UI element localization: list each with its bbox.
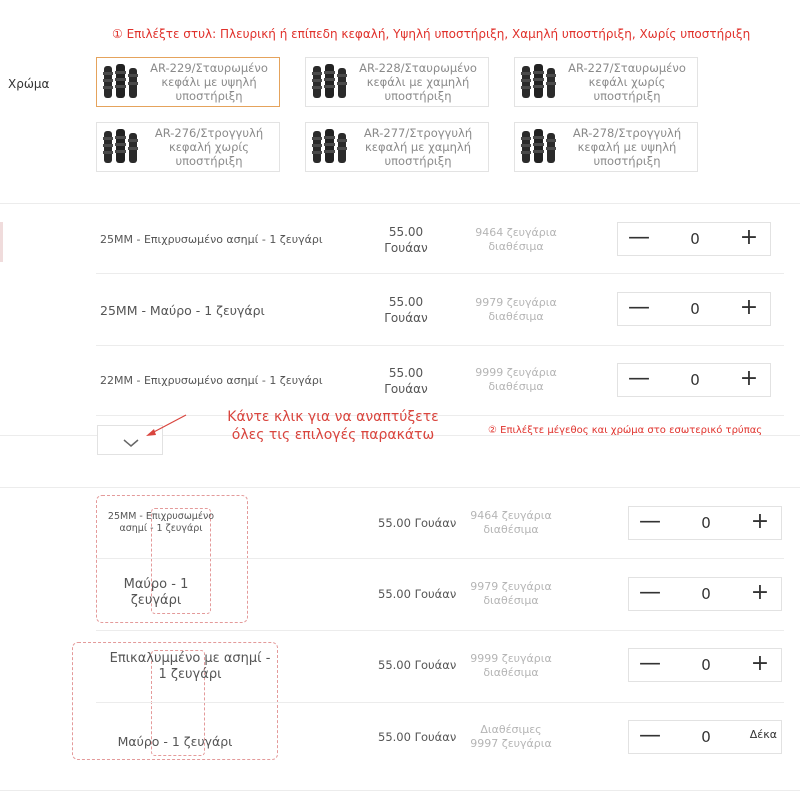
variant-price bbox=[376, 294, 436, 326]
variant-name bbox=[90, 651, 290, 683]
decrease-button[interactable]: — bbox=[639, 509, 661, 534]
quantity-value[interactable]: 0 bbox=[701, 585, 711, 603]
decrease-button[interactable]: — bbox=[639, 580, 661, 605]
color-option-label: AR-229/Σταυρωμένο κεφάλι με υψηλή υποστήριξη bbox=[150, 61, 268, 103]
quantity-stepper bbox=[628, 720, 782, 754]
stock-label: διαθέσιμα bbox=[488, 240, 544, 253]
color-option-ar228[interactable] bbox=[305, 57, 489, 107]
color-option-ar277[interactable] bbox=[305, 122, 489, 172]
stock-label: διαθέσιμα bbox=[483, 523, 539, 536]
price-unit: Γουάαν bbox=[384, 311, 428, 325]
variant-stock bbox=[461, 226, 571, 254]
quantity-stepper bbox=[628, 577, 782, 611]
arrow-annotation-icon bbox=[140, 412, 190, 442]
variant-name-line: Μαύρο - 1 bbox=[123, 577, 189, 592]
quantity-value[interactable]: 0 bbox=[690, 371, 700, 389]
decrease-button[interactable]: — bbox=[628, 366, 650, 391]
color-option-label: AR-276/Στρογγυλή κεφαλή χωρίς υποστήριξη bbox=[154, 126, 264, 168]
product-thumbnail-icon bbox=[101, 125, 143, 169]
decrease-button[interactable]: — bbox=[639, 723, 661, 748]
price-value: 55.00 bbox=[388, 295, 424, 309]
variant-price bbox=[376, 365, 436, 397]
stock-label: διαθέσιμα bbox=[483, 666, 539, 679]
stock-count: 9464 ζευγάρια bbox=[470, 509, 552, 522]
style-instruction-note: ① Επιλέξτε στυλ: Πλευρική ή επίπεδη κεφαλή, Υψηλή υποστήριξη, Χαμηλή υποστήριξη, Χωρίς υποστήριξη bbox=[112, 27, 751, 41]
quantity-stepper bbox=[628, 648, 782, 682]
color-option-ar276[interactable] bbox=[96, 122, 280, 172]
row-divider bbox=[96, 702, 784, 703]
price-unit: Γουάαν bbox=[384, 241, 428, 255]
increase-button[interactable]: + bbox=[750, 651, 770, 676]
decrease-button[interactable]: — bbox=[628, 225, 650, 250]
increase-button[interactable]: + bbox=[739, 225, 759, 250]
variant-stock bbox=[461, 296, 571, 324]
variant-name-line: 1 ζευγάρι bbox=[158, 667, 222, 682]
quantity-value[interactable]: 0 bbox=[701, 656, 711, 674]
stock-count: 9979 ζευγάρια bbox=[470, 580, 552, 593]
quantity-value[interactable]: 0 bbox=[690, 230, 700, 248]
variant-name-line: ασημί - 1 ζευγάρι bbox=[119, 523, 203, 534]
increase-button[interactable]: + bbox=[750, 580, 770, 605]
product-thumbnail-icon bbox=[310, 60, 352, 104]
color-option-label: AR-228/Σταυρωμένο κεφάλι με χαμηλή υποστήριξη bbox=[359, 61, 477, 103]
stock-label: διαθέσιμα bbox=[488, 310, 544, 323]
increase-button[interactable]: + bbox=[750, 509, 770, 534]
variant-name-line: 25MM - Επιχρυσωμένο bbox=[107, 511, 215, 522]
quantity-value[interactable]: 0 bbox=[701, 514, 711, 532]
decorative-tick bbox=[0, 222, 3, 262]
color-option-ar278[interactable] bbox=[514, 122, 698, 172]
product-thumbnail-icon bbox=[519, 125, 561, 169]
quantity-suffix: Δέκα bbox=[749, 728, 777, 741]
stock-count: 9979 ζευγάρια bbox=[475, 296, 557, 309]
increase-button[interactable]: + bbox=[739, 295, 759, 320]
product-thumbnail-icon bbox=[519, 60, 561, 104]
quantity-value[interactable]: 0 bbox=[690, 300, 700, 318]
quantity-value[interactable]: 0 bbox=[701, 728, 711, 746]
expand-instruction-note: Κάντε κλικ για να αναπτύξετε όλες τις επιλογές παρακάτω bbox=[227, 409, 439, 443]
decrease-button[interactable]: — bbox=[639, 651, 661, 676]
variant-name bbox=[96, 511, 226, 535]
increase-button[interactable]: + bbox=[739, 366, 759, 391]
price-value: 55.00 bbox=[388, 225, 424, 239]
size-instruction-note: ② Επιλέξτε μέγεθος και χρώμα στο εσωτερικό τρύπας bbox=[488, 425, 763, 436]
product-thumbnail-icon bbox=[101, 60, 143, 104]
variant-name: Μαύρο - 1 ζευγάρι bbox=[117, 734, 233, 749]
variant-name: 22MM - Επιχρυσωμένο ασημί - 1 ζευγάρι bbox=[100, 374, 323, 387]
color-option-ar227[interactable] bbox=[514, 57, 698, 107]
color-option-label: AR-277/Στρογγυλή κεφαλή με χαμηλή υποστήριξη bbox=[363, 126, 473, 168]
stock-label: Διαθέσιμες bbox=[480, 723, 542, 736]
stock-count: 9999 ζευγάρια bbox=[475, 366, 557, 379]
row-divider bbox=[96, 630, 784, 631]
variant-price bbox=[376, 224, 436, 256]
variant-name-line: Επικαλυμμένο με ασημί - bbox=[109, 651, 271, 666]
section-divider bbox=[0, 790, 800, 791]
variant-name: 25MM - Επιχρυσωμένο ασημί - 1 ζευγάρι bbox=[100, 233, 323, 246]
variant-price: 55.00 Γουάαν bbox=[378, 730, 457, 744]
color-option-label: AR-278/Στρογγυλή κεφαλή με υψηλή υποστήριξη bbox=[572, 126, 682, 168]
decrease-button[interactable]: — bbox=[628, 295, 650, 320]
variant-name bbox=[106, 577, 206, 609]
stock-label: διαθέσιμα bbox=[488, 380, 544, 393]
color-option-ar229[interactable] bbox=[96, 57, 280, 107]
price-unit: Γουάαν bbox=[384, 382, 428, 396]
quantity-stepper bbox=[617, 363, 771, 397]
color-option-label: AR-227/Σταυρωμένο κεφάλι χωρίς υποστήριξη bbox=[568, 61, 686, 103]
price-value: 55.00 bbox=[388, 366, 424, 380]
variant-stock bbox=[456, 723, 566, 751]
row-divider bbox=[96, 345, 784, 346]
stock-count: 9999 ζευγάρια bbox=[470, 652, 552, 665]
variant-stock bbox=[456, 652, 566, 680]
variant-stock bbox=[461, 366, 571, 394]
variant-name: 25MM - Μαύρο - 1 ζευγάρι bbox=[100, 303, 265, 318]
row-divider bbox=[96, 558, 784, 559]
variant-price: 55.00 Γουάαν bbox=[378, 516, 457, 530]
stock-label: διαθέσιμα bbox=[483, 594, 539, 607]
variant-name-line: ζευγάρι bbox=[130, 593, 182, 608]
color-label: Χρώμα bbox=[8, 77, 50, 91]
quantity-stepper bbox=[628, 506, 782, 540]
variant-price: 55.00 Γουάαν bbox=[378, 658, 457, 672]
stock-count: 9464 ζευγάρια bbox=[475, 226, 557, 239]
section-divider bbox=[0, 203, 800, 204]
variant-price: 55.00 Γουάαν bbox=[378, 587, 457, 601]
product-thumbnail-icon bbox=[310, 125, 352, 169]
variant-stock bbox=[456, 580, 566, 608]
row-divider bbox=[96, 273, 784, 274]
variant-stock bbox=[456, 509, 566, 537]
stock-count: 9997 ζευγάρια bbox=[470, 737, 552, 750]
section-divider bbox=[0, 487, 800, 488]
quantity-stepper bbox=[617, 222, 771, 256]
quantity-stepper bbox=[617, 292, 771, 326]
